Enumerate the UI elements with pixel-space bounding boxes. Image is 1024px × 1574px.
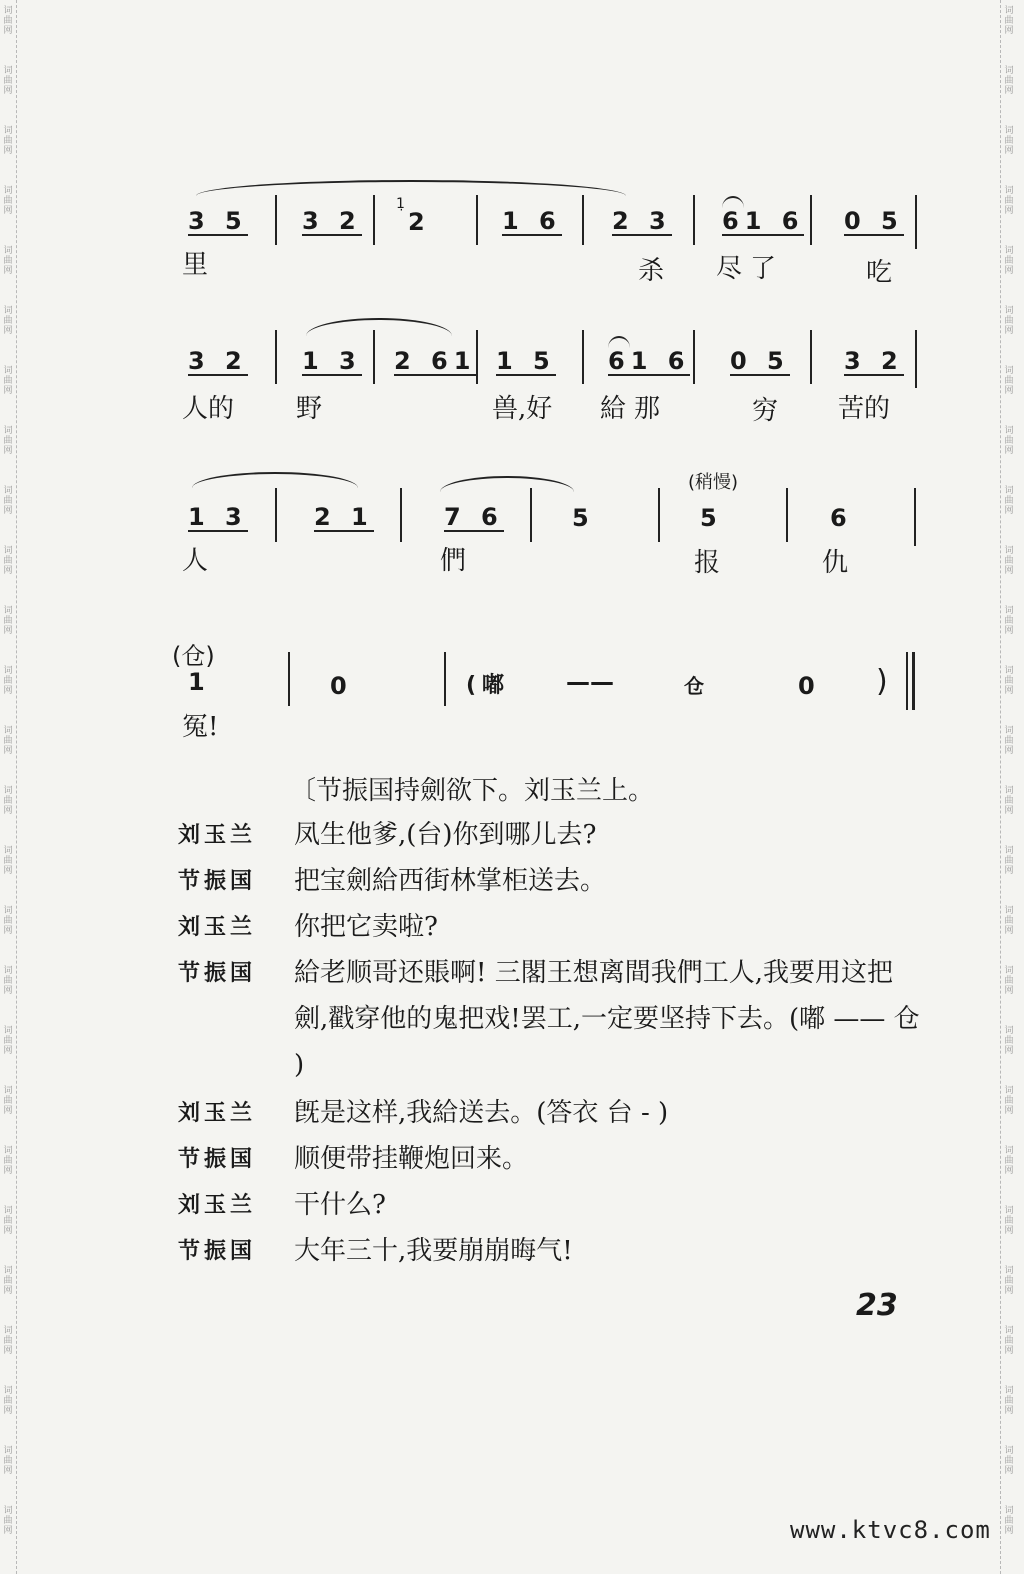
edge-watermark-mark: 词 曲 网 (1004, 1326, 1014, 1356)
score-note: 1 5 (496, 347, 556, 375)
score-note: 61 6 (722, 207, 805, 235)
edge-watermark-mark: 词 曲 网 (1004, 666, 1014, 696)
edge-watermark-mark: 词 曲 网 (3, 6, 13, 36)
edge-watermark-mark: 词 曲 网 (3, 306, 13, 336)
edge-watermark-mark: 词 曲 网 (1004, 1386, 1014, 1416)
score-note: 7 6 (444, 503, 504, 531)
score-note: 2 61 (394, 347, 477, 375)
lyric: 給那 (600, 394, 669, 424)
edge-watermark-mark: 词 曲 网 (1004, 126, 1014, 156)
speaker-name: 刘玉兰 (178, 915, 257, 940)
edge-watermark-mark: 词 曲 网 (1004, 1026, 1014, 1056)
final-bar-line (912, 652, 915, 710)
edge-watermark-mark: 词 曲 网 (1004, 546, 1014, 576)
edge-watermark-mark: 词 曲 网 (3, 1026, 13, 1056)
edge-watermark-mark: 词 曲 网 (1004, 6, 1014, 36)
score-note: 3 5 (188, 207, 248, 235)
percussion-note: 仓 (684, 674, 710, 698)
score-note: 0 (798, 672, 821, 700)
lyric: 杀 (638, 256, 665, 286)
bar-line (658, 488, 660, 542)
percussion-dash: —— (566, 668, 614, 696)
spoken-line: 旣是这样,我給送去。(答衣 台 - ) (294, 1098, 669, 1128)
spoken-line: 干什么? (294, 1190, 386, 1220)
spoken-line: 你把它卖啦? (294, 912, 438, 942)
edge-watermark-mark: 词 曲 网 (3, 1386, 13, 1416)
bar-line (275, 330, 277, 384)
bar-line (530, 488, 532, 542)
spoken-line: 凤生他爹,(台)你到哪儿去? (294, 820, 597, 850)
edge-watermark-mark: 词 曲 网 (1004, 1506, 1014, 1536)
speaker-name: 刘玉兰 (178, 1101, 257, 1126)
score-note: 61 6 (608, 347, 691, 375)
edge-watermark-mark: 词 曲 网 (3, 426, 13, 456)
bar-line (786, 488, 788, 542)
edge-watermark-mark: 词 曲 网 (3, 1446, 13, 1476)
grace-note: 1̣ (396, 196, 405, 212)
score-note: 5 (700, 504, 723, 532)
score-note: 3 2 (302, 207, 362, 235)
edge-watermark-mark: 词 曲 网 (1004, 426, 1014, 456)
edge-watermark-mark: 词 曲 网 (3, 606, 13, 636)
edge-watermark-mark: 词 曲 网 (1004, 1086, 1014, 1116)
bar-line (275, 488, 277, 542)
edge-watermark-mark: 词 曲 网 (3, 1326, 13, 1356)
score-note: 1 (188, 668, 211, 696)
bar-line (582, 330, 584, 384)
score-note: 2 1 (314, 503, 374, 531)
score-note: 3 2 (188, 347, 248, 375)
speaker-name: 节振国 (178, 1239, 257, 1264)
bar-line (914, 488, 916, 546)
edge-watermark-mark: 词 曲 网 (3, 486, 13, 516)
lyric: 吃 (866, 258, 893, 288)
lyric: 苦的 (838, 394, 891, 424)
lyric: 人 (182, 546, 209, 576)
phrase-slur (196, 180, 626, 196)
edge-watermark-mark: 词 曲 网 (1004, 1266, 1014, 1296)
edge-watermark-mark: 词 曲 网 (3, 786, 13, 816)
lyric: 里 (182, 250, 209, 280)
bar-line (915, 195, 917, 249)
edge-watermark-mark: 词 曲 网 (1004, 846, 1014, 876)
lyric: 仇 (822, 548, 849, 578)
bar-line (373, 330, 375, 384)
score-note: 0 (330, 672, 353, 700)
closing-bracket: ) (876, 664, 894, 699)
lyric: 穷 (752, 396, 779, 426)
spoken-line: 把宝劍給西街林掌柜送去。 (294, 866, 607, 896)
phrase-slur (440, 476, 574, 492)
spoken-line: 顺便带挂鞭炮回来。 (294, 1144, 529, 1174)
edge-watermark-mark: 词 曲 网 (1004, 786, 1014, 816)
edge-watermark-mark: 词 曲 网 (1004, 1206, 1014, 1236)
percussion-note: (嘟 (466, 673, 511, 698)
bar-line (373, 195, 375, 245)
speaker-name: 刘玉兰 (178, 1193, 257, 1218)
edge-watermark-mark: 词 曲 网 (3, 546, 13, 576)
score-note: 2 (408, 208, 431, 236)
edge-watermark-mark: 词 曲 网 (3, 126, 13, 156)
score-note: 0 5 (844, 207, 904, 235)
speaker-name: 刘玉兰 (178, 823, 257, 848)
edge-watermark-mark: 词 曲 网 (1004, 726, 1014, 756)
bar-line (693, 195, 695, 245)
edge-watermark-mark: 词 曲 网 (3, 1506, 13, 1536)
lyric: 报 (694, 548, 721, 578)
spoken-line: 大年三十,我要崩崩晦气! (294, 1236, 573, 1266)
edge-watermark-mark: 词 曲 网 (3, 666, 13, 696)
edge-watermark-mark: 词 曲 网 (1004, 486, 1014, 516)
site-watermark: www.ktvc8.com (790, 1516, 991, 1544)
speaker-name: 节振国 (178, 1147, 257, 1172)
edge-watermark-mark: 词 曲 网 (1004, 606, 1014, 636)
bar-line (275, 195, 277, 245)
phrase-slur (306, 318, 452, 336)
edge-watermark-mark: 词 曲 网 (3, 726, 13, 756)
score-note: 6 (830, 504, 853, 532)
bar-line (444, 652, 446, 706)
bar-line (400, 488, 402, 542)
lyric: 兽,好 (492, 394, 553, 424)
edge-watermark-mark: 词 曲 网 (3, 246, 13, 276)
bar-line (915, 330, 917, 388)
edge-watermark-mark: 词 曲 网 (3, 846, 13, 876)
lyric: 尽了 (716, 254, 785, 284)
phrase-slur (192, 472, 358, 488)
edge-watermark-mark: 词 曲 网 (3, 966, 13, 996)
edge-watermark-mark: 词 曲 网 (1004, 306, 1014, 336)
edge-watermark-mark: 词 曲 网 (1004, 246, 1014, 276)
edge-watermark-mark: 词 曲 网 (1004, 906, 1014, 936)
edge-watermark-mark: 词 曲 网 (3, 186, 13, 216)
edge-watermark-mark: 词 曲 网 (1004, 1146, 1014, 1176)
bar-line (810, 195, 812, 245)
lyric: 冤! (182, 712, 219, 742)
score-note: 0 5 (730, 347, 790, 375)
edge-watermark-mark: 词 曲 网 (1004, 966, 1014, 996)
tempo-marking: (稍慢) (688, 472, 739, 493)
final-bar-line (906, 652, 908, 710)
score-note: 1 3 (302, 347, 362, 375)
edge-watermark-mark: 词 曲 网 (1004, 186, 1014, 216)
stage-direction: 〔节振国持劍欲下。刘玉兰上。 (290, 776, 655, 806)
page-number: 23 (856, 1288, 898, 1323)
speaker-name: 节振国 (178, 869, 257, 894)
score-note: 5 (572, 504, 595, 532)
bar-line (476, 330, 478, 384)
spoken-line: 給老顺哥还賬啊! 三閣王想离間我們工人,我要用这把劍,戳穿他的鬼把戏!罢工,一定要坚持下去。(嘟 —— 仓 ) (294, 958, 920, 1080)
score-note: 1 3 (188, 503, 248, 531)
edge-watermark-mark: 词 曲 网 (3, 906, 13, 936)
edge-watermark-mark: 词 曲 网 (3, 1266, 13, 1296)
edge-watermark-mark: 词 曲 网 (3, 1146, 13, 1176)
bar-line (288, 652, 290, 706)
edge-watermark-mark: 词 曲 网 (3, 366, 13, 396)
edge-watermark-mark: 词 曲 网 (1004, 366, 1014, 396)
bar-line (582, 195, 584, 245)
jianpu-score (0, 0, 1024, 760)
bar-line (476, 195, 478, 245)
percussion-cue: (仓) (172, 642, 215, 670)
bar-line (693, 330, 695, 384)
score-note: 1 6 (502, 207, 562, 235)
lyric: 們 (440, 546, 467, 576)
score-note: 2 3 (612, 207, 672, 235)
bar-line (810, 330, 812, 384)
lyric: 野 (296, 394, 323, 424)
edge-watermark-mark: 词 曲 网 (1004, 66, 1014, 96)
edge-watermark-mark: 词 曲 网 (3, 1086, 13, 1116)
score-note: 3 2 (844, 347, 904, 375)
edge-watermark-mark: 词 曲 网 (1004, 1446, 1014, 1476)
speaker-name: 节振国 (178, 961, 257, 986)
lyric: 人的 (182, 394, 235, 424)
edge-watermark-mark: 词 曲 网 (3, 1206, 13, 1236)
edge-watermark-mark: 词 曲 网 (3, 66, 13, 96)
